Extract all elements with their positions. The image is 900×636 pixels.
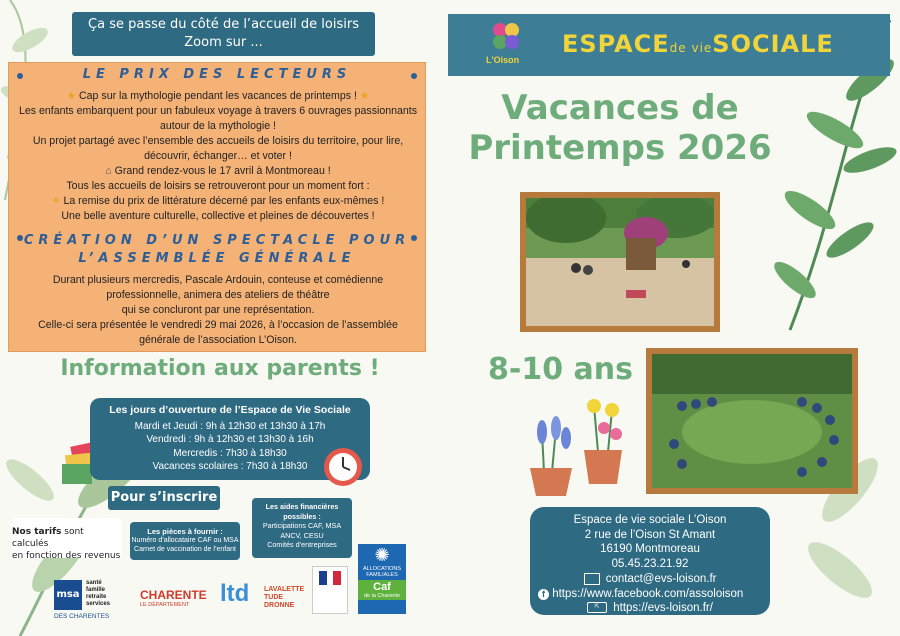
aides-heading: Les aides financières [265, 502, 339, 511]
prix-line: autour de la mythologie ! [159, 120, 276, 132]
schedule-line: Mardi et Jeudi : 9h à 12h30 et 13h30 à 17h [134, 420, 326, 432]
pieces-heading: Les pièces à fournir : [147, 527, 223, 536]
msa-line: famille [86, 587, 106, 593]
aides-line: Participations CAF, MSA [262, 521, 342, 530]
spectacle-text [13, 273, 423, 348]
prix-line: découvrir, échanger… et voter ! [144, 150, 292, 162]
kids-circle-photo-image [652, 354, 852, 488]
charente-name: CHARENTE [140, 588, 207, 602]
contact-line: Espace de vie sociale L’Oison [573, 514, 727, 526]
flower-pots-icon [522, 392, 632, 500]
contact-web[interactable]: https://evs-loison.fr/ [613, 602, 713, 614]
aides-line: Comités d’entreprises [267, 540, 337, 549]
spectacle-line: Durant plusieurs mercredis, Pascale Ardouin, conteuse et comédienne [52, 274, 384, 286]
contact-line: 2 rue de l’Oison St Amant [584, 528, 716, 541]
republique-logo [312, 566, 348, 614]
msa-logo [54, 580, 124, 626]
spectacle-line: générale de l’association L’Oison. [139, 334, 297, 346]
msa-line: services [86, 601, 111, 607]
schedule-line: Vendredi : 9h à 12h30 et 13h30 à 16h [146, 434, 314, 445]
title-part: ESPACE [562, 30, 670, 58]
prix-line: Tous les accueils de loisirs se retrouveront pour un moment fort : [66, 180, 370, 192]
prix-line: Une belle aventure culturelle, collective et pleines de découvertes ! [61, 210, 375, 222]
spectacle-title-line1: CRÉATION D’UN SPECTACLE POUR [23, 233, 411, 248]
star-icon: ★ [66, 90, 77, 102]
title-part: SOCIALE [712, 30, 834, 58]
prix-title: LE PRIX DES LECTEURS [82, 67, 352, 82]
msa-logo-mark: msa [54, 580, 82, 610]
title-part: de vie [669, 41, 713, 55]
tarifs-rest: sont calculés [12, 527, 84, 549]
caf-logo [358, 544, 406, 614]
info-parents-title: Information aux parents ! [60, 356, 380, 381]
aides-box [252, 498, 352, 558]
pieces-box [130, 522, 240, 560]
contact-email[interactable]: contact@evs-loison.fr [605, 573, 717, 585]
playground-photo-image [526, 198, 714, 326]
spectacle-line: Celle-ci sera présentée le vendredi 29 mai 2026, à l’occasion de l’assemblée [38, 319, 398, 331]
spectacle-title-line2: L’ASSEMBLÉE GÉNÉRALE [78, 251, 356, 266]
charente-sub: LE DÉPARTEMENT [140, 602, 190, 608]
main-title-line: Printemps 2026 [468, 128, 772, 168]
spectacle-line: professionnelle, animera des ateliers de théâtre [106, 289, 330, 301]
main-title [440, 88, 800, 168]
contact-web-row [530, 601, 770, 616]
msa-sub: DES CHARENTES [54, 613, 110, 620]
pieces-line: Carnet de vaccination de l’enfant [134, 546, 236, 553]
mail-icon [584, 573, 600, 585]
prix-line: Grand rendez-vous le 17 avril à Montmoreau ! [114, 165, 331, 177]
msa-line: retraite [86, 594, 107, 600]
pieces-line: Numéro d’allocataire CAF ou MSA [131, 537, 239, 544]
ltd-mark: ltd [220, 580, 250, 607]
section-header [72, 12, 375, 56]
kids-circle-photo [646, 348, 858, 494]
ltd-line: DRONNE [264, 602, 295, 609]
contact-facebook-row [530, 587, 770, 602]
oison-logo-icon [488, 18, 524, 54]
header-line2: Zoom sur ... [184, 35, 263, 50]
inscrire-label: Pour s’inscrire [108, 486, 220, 510]
sparkle-icon: ✦ [51, 195, 61, 207]
prix-line: La remise du prix de littérature décerné par les enfants eux-mêmes ! [63, 195, 385, 207]
contact-facebook[interactable]: https://www.facebook.com/assoloison [552, 587, 744, 600]
espace-vie-sociale-header [448, 14, 890, 76]
facebook-icon: f [538, 589, 549, 600]
schedule-line: Vacances scolaires : 7h30 à 18h30 [152, 461, 308, 472]
tarifs-bold: Nos tarifs [12, 527, 62, 537]
header-line1: Ça se passe du côté de l’accueil de loisirs [88, 17, 359, 32]
caf-emblem-icon: ✺ [374, 545, 390, 565]
schedule-line: Mercredis : 7h30 à 18h30 [173, 447, 287, 459]
prix-line: Les enfants embarquent pour un fabuleux voyage à travers 6 ouvrages passionnants [18, 105, 418, 117]
msa-line: santé [86, 580, 102, 586]
prix-line: Un projet partagé avec l’ensemble des accueils de loisirs du territoire, pour lire, [32, 135, 404, 147]
schedule-heading: Les jours d’ouverture de l’Espace de Vie Sociale [109, 404, 351, 416]
main-title-line: Vacances de [501, 88, 739, 128]
prix-des-lecteurs-box [8, 62, 426, 352]
ltd-line: LAVALETTE [264, 586, 305, 593]
contact-email-row [530, 572, 770, 587]
tarifs-rest2: en fonction des revenus [12, 551, 121, 561]
caf-sub: de la Charente [363, 593, 401, 599]
spectacle-line: qui se concluront par une représentation. [121, 304, 315, 316]
aides-line: ANCV, CESU [280, 530, 324, 540]
ltd-line: TUDE [264, 594, 284, 601]
web-cursor-icon: ⇱ [587, 602, 607, 613]
caf-name: Caf [373, 581, 391, 593]
espace-vie-sociale-title [562, 30, 834, 58]
age-label: 8-10 ans [488, 352, 633, 387]
aides-heading: possibles : [283, 511, 321, 521]
prix-line: Cap sur la mythologie pendant les vacances de printemps ! [79, 90, 357, 102]
oison-logo-text: L'Oison [486, 55, 520, 65]
caf-line: ALLOCATIONS [362, 566, 402, 572]
charente-logo [140, 588, 207, 608]
star-icon: ★ [359, 90, 370, 102]
tarifs-box [12, 518, 122, 561]
caf-line: FAMILIALES [366, 572, 398, 578]
contact-box [530, 507, 770, 615]
contact-line: 16190 Montmoreau [600, 543, 700, 555]
playground-photo [520, 192, 720, 332]
prix-text [13, 89, 423, 224]
building-icon: ⌂ [105, 165, 112, 177]
clock-icon [322, 446, 364, 488]
contact-phone: 05.45.23.21.92 [611, 557, 689, 570]
